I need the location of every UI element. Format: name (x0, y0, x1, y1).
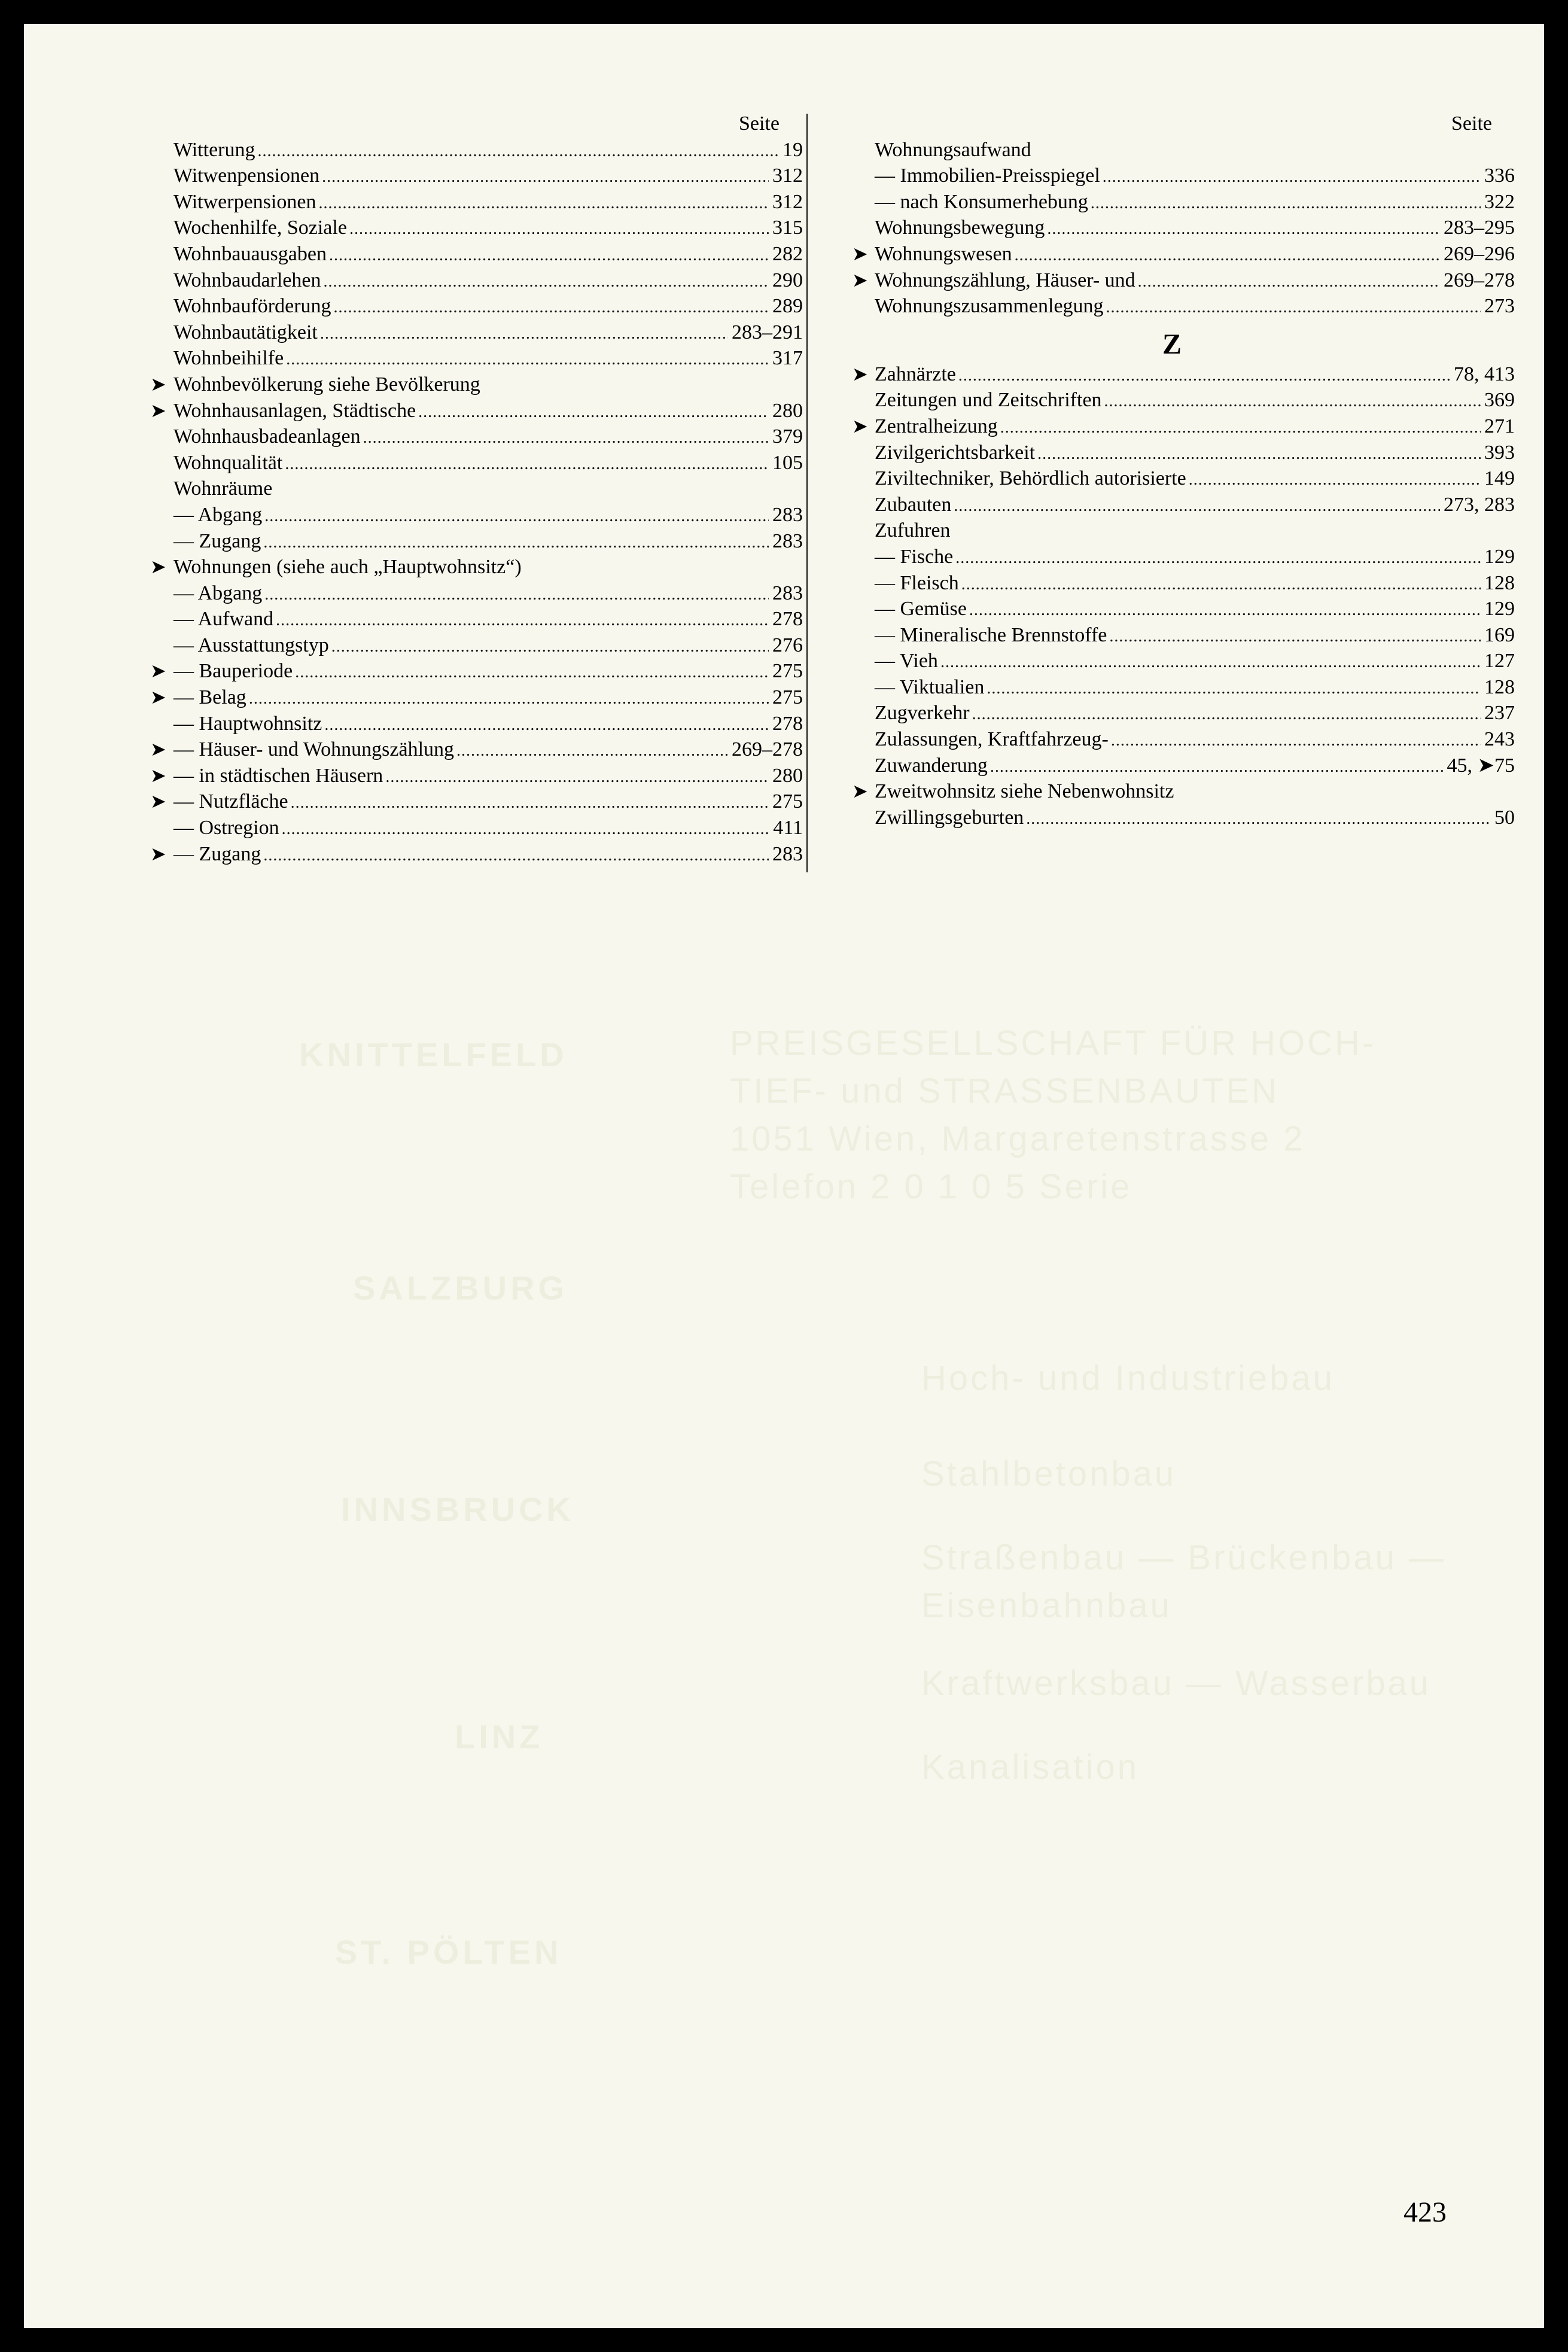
page-reference: 379 (772, 425, 803, 448)
index-entry (852, 215, 1515, 241)
index-entry (852, 293, 1515, 320)
index-term: Zugverkehr (875, 702, 970, 725)
index-subterm: — Fische (875, 545, 954, 568)
index-entry (150, 424, 803, 450)
dot-leader (1015, 242, 1440, 269)
page-reference: 50 (1494, 806, 1515, 829)
index-entry (852, 622, 1515, 649)
index-entry (150, 476, 780, 502)
index-term: Wohnungen (siehe auch „Hauptwohnsitz“) (173, 556, 522, 579)
dot-leader (972, 701, 1481, 728)
page-reference: 243 (1484, 728, 1515, 751)
index-entry (150, 528, 803, 555)
page-reference: 273 (1484, 295, 1515, 318)
index-subterm: — Vieh (875, 650, 938, 673)
right-column (852, 111, 1515, 830)
index-entry (150, 711, 803, 737)
dot-leader (1091, 190, 1481, 217)
seite-label: Seite (1451, 112, 1492, 135)
index-term: Wohnbautätigkeit (173, 321, 318, 343)
show-through-line: Kraftwerksbau — Wasserbau (921, 1664, 1432, 1703)
dot-leader (324, 712, 769, 738)
marker-arrow-icon: ➤ (150, 555, 166, 579)
page-reference: 369 (1484, 389, 1515, 412)
page-reference: 278 (772, 712, 803, 735)
page-reference: 283 (772, 842, 803, 865)
index-entry (150, 502, 803, 528)
index-entry (150, 737, 803, 763)
page-reference: 275 (772, 686, 803, 709)
dot-leader (1026, 806, 1491, 832)
page-reference: 127 (1484, 650, 1515, 673)
page-reference: 283 (772, 530, 803, 552)
page-number: 423 (1403, 2196, 1447, 2228)
show-through-line: Stahlbetonbau (921, 1455, 1177, 1493)
seite-label: Seite (739, 112, 780, 135)
index-term: Wohnqualität (173, 451, 283, 474)
index-entry (150, 215, 803, 241)
index-term: Zweitwohnsitz siehe Nebenwohnsitz (875, 780, 1174, 803)
page-reference: 393 (1484, 441, 1515, 464)
index-entry (150, 345, 803, 372)
dot-leader (349, 216, 769, 242)
right-entry-list-w (852, 137, 1515, 320)
index-term: Wohnbauförderung (173, 295, 331, 318)
index-entry (150, 606, 803, 632)
show-through-line: SALZBURG (353, 1269, 568, 1307)
index-entry (150, 554, 780, 580)
page-reference: 78, 413 (1454, 363, 1515, 385)
index-entry (852, 778, 1492, 805)
right-entry-list-z (852, 361, 1515, 831)
index-entry (150, 841, 803, 868)
index-term: Zwillingsgeburten (875, 806, 1024, 829)
index-subterm: — Nutzfläche (173, 790, 288, 813)
marker-arrow-icon: ➤ (150, 738, 166, 761)
marker-arrow-icon: ➤ (852, 362, 868, 385)
page-reference: 269–278 (732, 738, 803, 761)
page-reference: 128 (1484, 676, 1515, 698)
page-reference: 278 (772, 608, 803, 631)
page-reference: 283–295 (1444, 217, 1515, 239)
dot-leader (969, 597, 1481, 623)
marker-arrow-icon: ➤ (150, 790, 166, 813)
index-term: Zentralheizung (875, 415, 998, 437)
index-term: Wohnbeihilfe (173, 347, 284, 370)
index-entry (852, 413, 1515, 440)
index-term: Wochenhilfe, Soziale (173, 217, 347, 239)
page-reference: 275 (772, 660, 803, 683)
dot-leader (954, 493, 1440, 519)
index-term: Wohnräume (173, 477, 273, 500)
dot-leader (1106, 294, 1481, 321)
dot-leader (955, 545, 1481, 571)
index-term: Wohnhausanlagen, Städtische (173, 399, 416, 422)
page-reference: 275 (772, 790, 803, 813)
left-column (150, 111, 803, 867)
index-entry (150, 450, 803, 476)
dot-leader (1000, 415, 1481, 441)
page-reference: 237 (1484, 702, 1515, 725)
page-reference: 289 (772, 295, 803, 318)
index-entry (852, 267, 1515, 294)
page-reference: 312 (772, 190, 803, 213)
dot-leader (285, 451, 769, 477)
index-subterm: — Ostregion (173, 817, 279, 839)
index-subterm: — Hauptwohnsitz (173, 712, 322, 735)
marker-arrow-icon: ➤ (852, 780, 868, 803)
index-entry (852, 700, 1515, 726)
index-entry (852, 465, 1515, 492)
index-term: Zahnärzte (875, 363, 956, 385)
index-entry (852, 544, 1515, 570)
dot-leader (295, 659, 769, 686)
dot-leader (324, 269, 769, 295)
index-entry (150, 763, 803, 789)
index-term: Witwenpensionen (173, 165, 320, 187)
index-entry (150, 372, 780, 398)
index-term: Ziviltechniker, Behördlich autorisierte (875, 467, 1186, 490)
index-term: Witterung (173, 138, 255, 161)
index-entry (852, 596, 1515, 622)
index-entry (852, 492, 1515, 518)
page-reference: 273, 283 (1444, 493, 1515, 516)
page-reference: 411 (773, 817, 803, 839)
marker-arrow-icon: ➤ (150, 398, 166, 422)
show-through-line: TIEF- und STRASSENBAUTEN (730, 1072, 1279, 1110)
index-term: Wohnbaudarlehen (173, 269, 321, 291)
dot-leader (987, 676, 1481, 702)
index-entry (150, 163, 803, 189)
dot-leader (1047, 216, 1440, 242)
page-reference: 129 (1484, 545, 1515, 568)
index-term: Wohnhausbadeanlagen (173, 425, 361, 448)
index-subterm: — nach Konsumerhebung (875, 190, 1088, 213)
dot-leader (940, 649, 1481, 676)
dot-leader (286, 346, 769, 373)
show-through-line: Kanalisation (921, 1748, 1139, 1787)
dot-leader (331, 634, 769, 660)
page-reference: 283 (772, 503, 803, 526)
marker-arrow-icon: ➤ (852, 268, 868, 291)
dot-leader (318, 190, 769, 217)
show-through-line: LINZ (455, 1718, 544, 1755)
dot-leader (385, 764, 769, 790)
index-term: Wohnbauausgaben (173, 242, 327, 265)
page-reference: 128 (1484, 571, 1515, 594)
index-subterm: — Mineralische Brennstoffe (875, 623, 1107, 646)
index-entry (852, 137, 1492, 163)
show-through-line: Eisenbahnbau (921, 1586, 1172, 1625)
index-entry (150, 658, 803, 684)
index-subterm: — Häuser- und Wohnungszählung (173, 738, 455, 761)
index-entry (150, 241, 803, 267)
index-entry (852, 361, 1515, 388)
marker-arrow-icon: ➤ (150, 659, 166, 683)
page-reference: 336 (1484, 165, 1515, 187)
index-entry (852, 241, 1515, 267)
index-term: Wohnungszählung, Häuser- und (875, 269, 1135, 291)
dot-leader (263, 842, 769, 869)
index-entry (150, 293, 803, 320)
dot-leader (329, 242, 769, 269)
page-reference: 149 (1484, 467, 1515, 490)
index-page (24, 24, 1544, 2328)
left-entry-list (150, 137, 803, 868)
index-subterm: — Zugang (173, 842, 261, 865)
dot-leader (1189, 467, 1481, 493)
page-reference: 317 (772, 347, 803, 370)
index-subterm: — Gemüse (875, 598, 967, 620)
index-term: Zufuhren (875, 519, 951, 542)
dot-leader (1104, 388, 1481, 415)
index-entry (150, 815, 803, 841)
index-subterm: — Bauperiode (173, 660, 293, 683)
index-term: Zulassungen, Kraftfahrzeug- (875, 728, 1109, 751)
dot-leader (456, 738, 728, 764)
show-through-line: INNSBRUCK (341, 1490, 574, 1528)
dot-leader (249, 686, 769, 712)
page-reference: 105 (772, 451, 803, 474)
index-subterm: — in städtischen Häusern (173, 764, 383, 787)
index-entry (852, 570, 1515, 597)
index-entry (150, 189, 803, 215)
dot-leader (990, 754, 1444, 780)
index-entry (852, 726, 1515, 753)
show-through-line: Straßenbau — Brückenbau — (921, 1538, 1446, 1577)
index-term: Wohnbevölkerung siehe Bevölkerung (173, 373, 480, 395)
index-term: Wohnungsbewegung (875, 217, 1045, 239)
index-term: Zuwanderung (875, 754, 988, 777)
index-subterm: — Zugang (173, 530, 261, 552)
marker-arrow-icon: ➤ (150, 372, 166, 395)
show-through-line: Telefon 2 0 1 0 5 Serie (730, 1167, 1132, 1206)
dot-leader (334, 294, 769, 321)
index-term: Zivilgerichtsbarkeit (875, 441, 1036, 464)
dot-leader (1138, 269, 1440, 295)
page-reference: 269–278 (1444, 269, 1515, 291)
page-reference: 280 (772, 764, 803, 787)
dot-leader (958, 363, 1450, 389)
index-subterm: — Abgang (173, 503, 263, 526)
marker-arrow-icon: ➤ (852, 242, 868, 265)
index-term: Zubauten (875, 493, 952, 516)
page-reference: 19 (783, 138, 803, 161)
column-divider (806, 114, 808, 872)
page-reference: 282 (772, 242, 803, 265)
show-through-line: 1051 Wien, Margaretenstrasse 2 (730, 1119, 1305, 1158)
index-subterm: — Immobilien-Preisspiegel (875, 165, 1100, 187)
index-entry (852, 163, 1515, 189)
page-reference: 283–291 (732, 321, 803, 343)
page-reference: 269–296 (1444, 242, 1515, 265)
dot-leader (257, 138, 779, 165)
dot-leader (1109, 623, 1481, 650)
index-entry (150, 267, 803, 294)
dot-leader (322, 164, 769, 190)
index-entry (852, 648, 1515, 674)
index-term: Wohnungswesen (875, 242, 1012, 265)
index-entry (150, 580, 803, 607)
page-reference: 169 (1484, 623, 1515, 646)
index-subterm: — Viktualien (875, 676, 985, 698)
show-through-line: Hoch- und Industriebau (921, 1359, 1335, 1398)
index-subterm: — Belag (173, 686, 246, 709)
index-term: Wohnungszusammenlegung (875, 295, 1104, 318)
show-through-line: ST. PÖLTEN (335, 1933, 562, 1971)
index-entry (150, 398, 803, 424)
page-reference: 283 (772, 582, 803, 604)
index-entry (150, 320, 803, 346)
index-term: Wohnungsaufwand (875, 138, 1031, 161)
dot-leader (1037, 441, 1481, 467)
index-entry (150, 137, 803, 163)
index-entry (852, 440, 1515, 466)
page-reference: 45, ➤75 (1447, 754, 1515, 777)
marker-arrow-icon: ➤ (150, 763, 166, 787)
page-reference: 315 (772, 217, 803, 239)
index-entry (852, 387, 1515, 413)
page-reference: 290 (772, 269, 803, 291)
dot-leader (263, 530, 769, 556)
index-subterm: — Fleisch (875, 571, 959, 594)
dot-leader (282, 816, 770, 842)
index-subterm: — Ausstattungstyp (173, 634, 329, 656)
marker-arrow-icon: ➤ (150, 686, 166, 709)
marker-arrow-icon: ➤ (150, 842, 166, 865)
dot-leader (276, 607, 769, 634)
show-through-line: PREISGESELLSCHAFT FÜR HOCH- (730, 1024, 1377, 1063)
index-entry (852, 805, 1515, 831)
page-reference: 271 (1484, 415, 1515, 437)
dot-leader (363, 425, 769, 451)
page-reference: 322 (1484, 190, 1515, 213)
index-entry (852, 189, 1515, 215)
dot-leader (264, 503, 769, 530)
dot-leader (961, 571, 1481, 598)
index-entry (150, 684, 803, 711)
index-entry (852, 674, 1515, 701)
page-reference: 129 (1484, 598, 1515, 620)
index-entry (852, 753, 1515, 779)
index-term: Witwerpensionen (173, 190, 316, 213)
page-reference: 276 (772, 634, 803, 656)
dot-leader (418, 399, 769, 425)
marker-arrow-icon: ➤ (852, 414, 868, 437)
letter-heading-z: Z (1162, 328, 1182, 360)
dot-leader (291, 790, 769, 816)
index-entry (150, 632, 803, 659)
dot-leader (1103, 164, 1481, 190)
index-term: Zeitungen und Zeitschriften (875, 389, 1102, 412)
show-through-line: KNITTELFELD (299, 1036, 568, 1073)
dot-leader (1111, 728, 1481, 754)
dot-leader (320, 321, 728, 347)
index-subterm: — Abgang (173, 582, 263, 604)
index-entry (150, 789, 803, 815)
page-reference: 312 (772, 165, 803, 187)
index-subterm: — Aufwand (173, 608, 274, 631)
index-entry (852, 518, 1492, 544)
dot-leader (264, 582, 769, 608)
page-reference: 280 (772, 399, 803, 422)
